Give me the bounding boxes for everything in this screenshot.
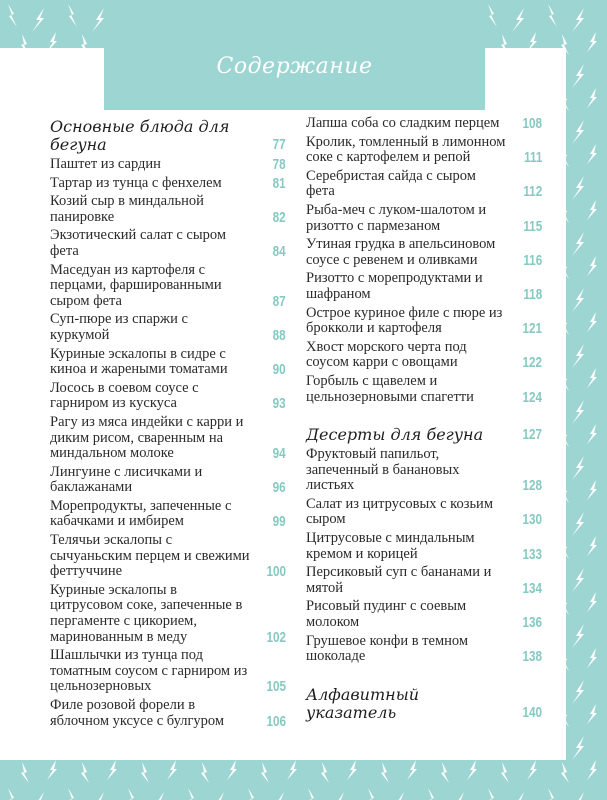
entry-title: Горбыль с щавелем и цельнозерновыми спагетти <box>306 372 474 405</box>
entry-title: Шашлычки из тунца под томатным соусом с гарниром из цельнозерновых <box>50 647 248 695</box>
entry-title: Фруктовый папильот, запеченный в банановых листьях <box>306 446 460 494</box>
page-number: 118 <box>523 285 542 303</box>
page-number: 81 <box>272 174 286 192</box>
page-number: 108 <box>522 115 542 132</box>
section-title: Основные блюда для бегуна <box>50 117 230 154</box>
page-number: 122 <box>522 354 542 372</box>
spacer <box>306 408 542 426</box>
page-number: 105 <box>266 678 286 696</box>
entry-title: Филе розовой форели в яблочном уксусе с булгуром <box>50 697 225 729</box>
toc-entry[interactable] <box>50 465 286 496</box>
page-number: 102 <box>266 628 286 646</box>
entry-title: Грушевое конфи в темном шоколаде <box>306 632 469 665</box>
toc-entry[interactable] <box>306 116 542 132</box>
page-number: 112 <box>523 183 542 201</box>
entry-title: Лапша соба со сладким перцем <box>306 115 500 131</box>
toc-entry[interactable] <box>50 698 286 729</box>
entry-title: Экзотический салат с сыром фета <box>50 227 227 259</box>
entry-title: Куриные эскалопы в цитрусовом соке, запеченные в пергаменте с цикорием, маринованным в меду <box>50 581 243 645</box>
entry-title: Козий сыр в миндальной панировке <box>50 193 204 225</box>
page-number: 138 <box>522 648 542 666</box>
page-number: 77 <box>272 136 286 153</box>
toc-entry[interactable] <box>306 599 542 630</box>
toc-entry[interactable] <box>306 340 542 371</box>
page-number: 111 <box>523 149 542 167</box>
page-number: 121 <box>522 320 542 338</box>
section-title: Алфавитный указатель <box>306 684 420 722</box>
page-number: 128 <box>522 477 542 495</box>
toc-section-desserts[interactable] <box>306 426 542 444</box>
toc-section-main-dishes[interactable] <box>50 118 286 154</box>
entry-title: Маседуан из картофеля с перцами, фаршированными сыром фета <box>50 261 222 309</box>
page-number: 130 <box>522 511 542 529</box>
entry-title: Суп-пюре из спаржи с куркумой <box>50 311 188 343</box>
entry-title: Лингуине с лисичками и баклажанами <box>50 463 203 496</box>
page-title: Содержание <box>216 53 373 79</box>
page-number: 87 <box>272 292 286 310</box>
page-number: 78 <box>272 156 286 173</box>
entry-title: Тартар из тунца с фенхелем <box>50 174 222 191</box>
entry-title: Куриные эскалопы в сидре с киноа и жареными томатами <box>50 345 228 378</box>
toc-entry[interactable] <box>50 312 286 343</box>
page-number: 84 <box>272 242 286 260</box>
entry-title: Лосось в соевом соусе с гарниром из кускуса <box>50 379 199 412</box>
toc-entry[interactable] <box>306 374 542 405</box>
page-number: 115 <box>523 217 542 235</box>
entry-title: Цитрусовые с миндальным кремом и корицей <box>306 530 475 562</box>
toc-entry[interactable] <box>306 497 542 528</box>
toc-entry[interactable] <box>50 533 286 580</box>
toc-entry[interactable] <box>306 306 542 337</box>
entry-title: Хвост морского черта под соусом карри с овощами <box>306 338 467 371</box>
toc-entry[interactable] <box>50 499 286 530</box>
entry-title: Персиковый суп с бананами и мятой <box>306 564 492 596</box>
toc-entry[interactable] <box>50 347 286 378</box>
page-number: 140 <box>522 703 542 721</box>
page-number: 133 <box>522 545 542 563</box>
section-title: Десерты для бегуна <box>306 425 484 445</box>
page-number: 124 <box>522 388 542 406</box>
entry-title: Кролик, томленный в лимонном соке с картофелем и репой <box>306 133 506 166</box>
toc-entry[interactable] <box>306 565 542 596</box>
spacer <box>306 668 542 686</box>
toc-entry[interactable] <box>306 447 542 494</box>
entry-title: Рагу из мяса индейки с карри и диким рисом, сваренным на миндальном молоке <box>50 413 244 462</box>
header-banner <box>104 0 485 110</box>
toc-entry[interactable] <box>306 634 542 665</box>
entry-title: Ризотто с морепродуктами и шафраном <box>306 270 483 302</box>
toc-entry[interactable] <box>50 176 286 192</box>
toc-entry[interactable] <box>50 194 286 225</box>
entry-title: Паштет из сардин <box>50 156 161 172</box>
page-number: 94 <box>272 445 286 463</box>
toc-entry[interactable] <box>306 271 542 302</box>
page-number: 82 <box>272 208 286 226</box>
entry-title: Утиная грудка в апельсиновом соусе с ревенем и оливками <box>306 236 496 268</box>
toc-entry[interactable] <box>306 203 542 234</box>
entry-title: Салат из цитрусовых с козьим сыром <box>306 495 493 528</box>
entry-title: Телячьи эскалопы с сычуаньским перцем и свежими феттуччине <box>50 532 250 580</box>
page-number: 100 <box>266 563 286 581</box>
toc-entry[interactable] <box>50 157 286 173</box>
page-number: 127 <box>522 426 542 444</box>
toc-section-index[interactable] <box>306 686 542 722</box>
toc-right-column <box>306 116 542 725</box>
page-number: 96 <box>272 479 286 497</box>
entry-title: Морепродукты, запеченные с кабачками и имбирем <box>50 497 232 530</box>
page-number: 99 <box>272 513 286 531</box>
toc-entry[interactable] <box>50 263 286 310</box>
toc-entry[interactable] <box>50 228 286 259</box>
page-number: 93 <box>272 395 286 413</box>
page-number: 134 <box>522 579 542 597</box>
page-number: 116 <box>523 251 542 269</box>
toc-entry[interactable] <box>306 237 542 268</box>
toc-entry[interactable] <box>306 169 542 200</box>
toc-entry[interactable] <box>50 583 286 645</box>
page-number: 88 <box>272 326 286 344</box>
toc-entry[interactable] <box>50 381 286 412</box>
toc-entry[interactable] <box>50 648 286 695</box>
page-number: 106 <box>266 712 286 730</box>
entry-title: Рисовый пудинг с соевым молоком <box>306 598 467 631</box>
toc-entry[interactable] <box>50 415 286 462</box>
entry-title: Рыба-меч с луком-шалотом и ризотто с пармезаном <box>306 201 487 234</box>
entry-title: Острое куриное филе с пюре из брокколи и картофеля <box>306 304 503 337</box>
entry-title: Серебристая сайда с сыром фета <box>306 167 476 200</box>
toc-left-column <box>50 118 286 732</box>
page-number: 90 <box>272 361 286 379</box>
toc-entry[interactable] <box>306 531 542 562</box>
page-number: 136 <box>522 614 542 632</box>
toc-entry[interactable] <box>306 135 542 166</box>
